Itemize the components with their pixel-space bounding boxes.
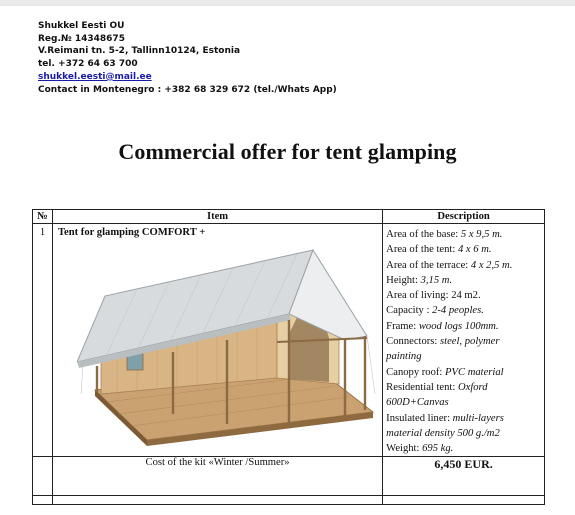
desc-line: Insulated liner: multi-layers — [386, 412, 504, 424]
top-bar — [0, 0, 575, 6]
company-reg: Reg.№ 14348675 — [38, 33, 125, 44]
empty-cell — [383, 496, 545, 505]
table-row-empty — [33, 496, 545, 505]
desc-line: painting — [386, 351, 422, 363]
company-email-link[interactable]: shukkel.eesti@mail.ee — [38, 71, 152, 82]
desc-line: Canopy roof: PVC material — [386, 366, 504, 378]
description-cell — [383, 224, 545, 457]
offer-table — [32, 209, 545, 505]
tent-image — [77, 244, 377, 454]
company-header — [38, 20, 337, 96]
item-name: Tent for glamping COMFORT + — [57, 227, 206, 238]
desc-line: Area of the base: 5 x 9,5 m. — [386, 229, 503, 240]
table-header-row — [33, 210, 545, 224]
header-num: № — [33, 210, 53, 224]
desc-line: Area of the terrace: 4 x 2,5 m. — [386, 259, 513, 271]
desc-line: Height: 3,15 m. — [386, 274, 453, 286]
page-title: Commercial offer for tent glamping — [118, 139, 457, 164]
desc-line: Area of living: 24 m2. — [386, 290, 481, 302]
table-row — [33, 224, 545, 457]
header-item: Item — [52, 210, 382, 224]
row-num: 1 — [33, 224, 53, 457]
company-name: Shukkel Eesti OU — [38, 21, 125, 31]
cost-row — [33, 457, 545, 496]
cost-label: Cost of the kit «Winter /Summer» — [52, 457, 382, 496]
desc-line: Weight: 695 kg. — [386, 443, 454, 455]
company-address: V.Reimani tn. 5-2, Tallinn10124, Estonia — [38, 46, 241, 57]
company-contact: Contact in Montenegro : +382 68 329 672 (tel./Whats App) — [38, 84, 337, 95]
empty-cell — [52, 496, 382, 505]
desc-line: Frame: wood logs 100mm. — [386, 320, 499, 332]
item-cell — [52, 224, 382, 457]
empty-cell — [33, 496, 53, 505]
desc-line: Connectors: steel, polymer — [386, 336, 500, 348]
header-description: Description — [383, 210, 545, 224]
cost-num-cell — [33, 457, 53, 496]
desc-line: Area of the tent: 4 x 6 m. — [386, 244, 492, 256]
desc-line: material density 500 g./m2 — [386, 427, 500, 439]
desc-line: Residential tent: Oxford — [386, 381, 488, 393]
cost-value: 6,450 EUR. — [383, 457, 545, 496]
desc-line: Capacity : 2-4 peoples. — [386, 305, 484, 317]
company-tel: tel. +372 64 63 700 — [38, 59, 138, 70]
desc-line: 600D+Canvas — [386, 397, 449, 409]
